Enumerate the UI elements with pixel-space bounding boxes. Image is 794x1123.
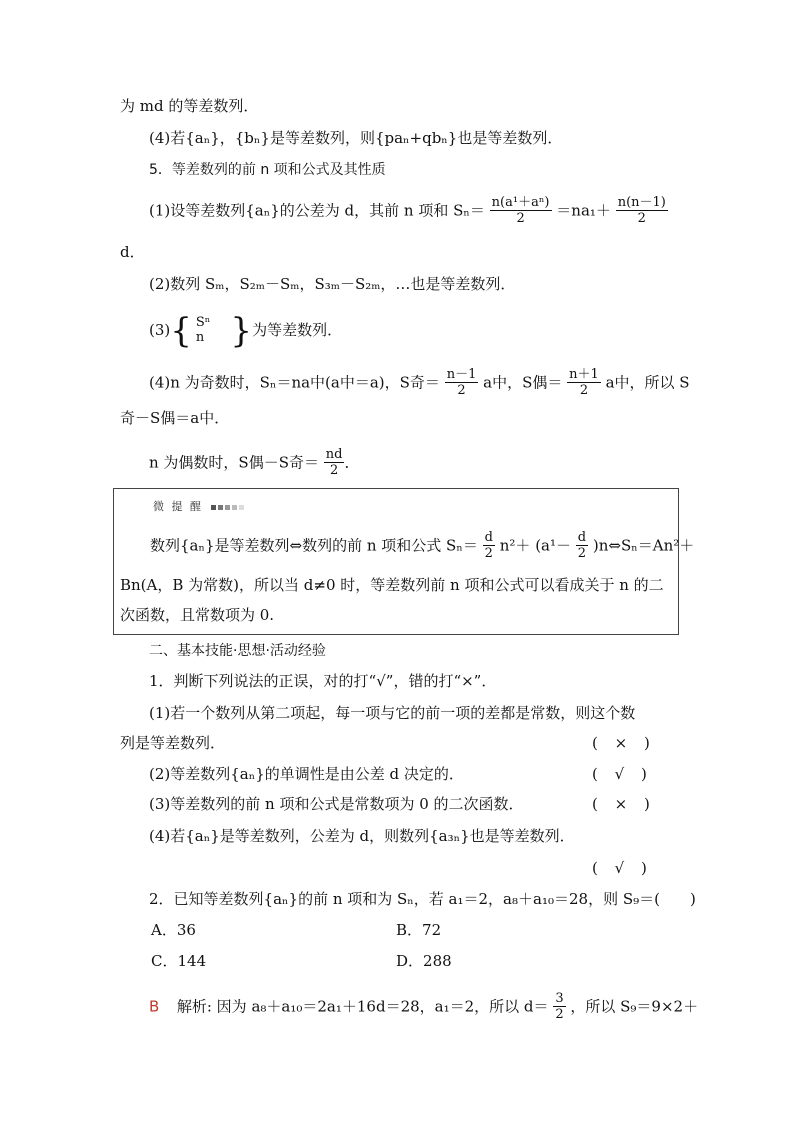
denominator: 2 [490, 210, 552, 226]
option-a: A．36 [151, 921, 196, 939]
text: (4)n 为奇数时，Sₙ＝na中(a中＝a)，S奇＝ [149, 373, 440, 392]
text: a中，所以 S [605, 373, 690, 392]
judge-mark: ( × ) [592, 795, 656, 813]
tip-title-text: 微 提 醒 [153, 500, 203, 513]
option-d: D．288 [396, 952, 452, 970]
denominator: 2 [555, 1007, 564, 1022]
text-line: (4)若{aₙ}是等差数列，公差为 d，则数列{a₃ₙ}也是等差数列． [149, 827, 575, 845]
text: ． [344, 453, 360, 472]
text: (3) [149, 321, 171, 339]
denominator: 2 [616, 210, 668, 226]
answer-line [149, 992, 698, 1023]
tip-title [153, 498, 244, 514]
option-c: C．144 [151, 952, 207, 970]
question: 2．已知等差数列{aₙ}的前 n 项和为 Sₙ，若 a₁＝2，a₈＋a₁₀＝28，则 S₉＝( ) [149, 890, 696, 908]
square-icon [225, 505, 230, 510]
fraction [567, 367, 601, 398]
formula-line [149, 196, 668, 227]
fraction [576, 530, 588, 561]
option-b: B．72 [396, 921, 442, 939]
fraction [324, 447, 345, 478]
text: ，所以 S₉＝9×2＋ [570, 997, 699, 1016]
square-icon [232, 505, 237, 510]
question: 1．判断下列说法的正误，对的打“√”，错的打“×”． [149, 672, 497, 690]
left-brace-icon: { [170, 311, 192, 351]
judge-mark: ( √ ) [592, 859, 653, 877]
text-line: (3)等差数列的前 n 项和公式是常数项为 0 的二次函数． [149, 795, 524, 813]
text: 为等差数列． [252, 321, 343, 339]
text: a中，S偶＝ [483, 373, 563, 392]
numerator: n＋1 [569, 367, 599, 382]
square-icon [218, 505, 223, 510]
text-line: (1)若一个数列从第二项起，每一项与它的前一项的差都是常数，则这个数 [149, 704, 636, 722]
section-heading: 二、基本技能·思想·活动经验 [149, 643, 326, 659]
text: n²＋ [499, 536, 531, 555]
answer-letter: B [149, 997, 160, 1016]
fraction [445, 367, 479, 398]
text-line: 为 md 的等差数列． [120, 97, 259, 115]
judge-mark: ( × ) [592, 734, 656, 752]
fraction [553, 991, 565, 1022]
denominator: n [195, 330, 205, 345]
numerator: d [484, 530, 493, 545]
right-brace-icon: } [230, 311, 253, 351]
text: (a¹－ [535, 536, 571, 555]
numerator: n－1 [446, 367, 477, 382]
text-line: (2)数列 Sₘ，S₂ₘ－Sₘ，S₃ₘ－S₂ₘ，…也是等差数列． [149, 275, 516, 293]
numerator: Sⁿ [195, 315, 211, 330]
text: )n⇔Sₙ＝An²＋ [592, 536, 695, 555]
formula-line [149, 311, 343, 351]
denominator: 2 [483, 545, 495, 561]
text-line: 奇－S偶＝a中． [120, 409, 230, 427]
text-line: d． [120, 243, 145, 261]
text-line: Bn(A，B 为常数)，所以当 d≠0 时，等差数列前 n 项和公式可以看成关于 n 的二 [120, 576, 664, 594]
fraction [483, 530, 495, 561]
text-line: 列是等差数列． [120, 734, 226, 752]
judge-mark: ( √ ) [592, 765, 653, 783]
formula-line [150, 531, 694, 562]
denominator: 2 [567, 382, 601, 398]
fraction [192, 315, 213, 345]
text-line: (2)等差数列{aₙ}的单调性是由公差 d 决定的． [149, 765, 464, 783]
denominator: 2 [576, 545, 588, 561]
text: (1)设等差数列{aₙ}的公差为 d，其前 n 项和 Sₙ＝ [149, 201, 485, 220]
text: n 为偶数时，S偶－S奇＝ [149, 453, 319, 472]
numerator: n(n－1) [617, 195, 666, 210]
numerator: d [577, 530, 587, 545]
numerator: 3 [555, 991, 564, 1006]
square-icon [239, 505, 244, 510]
tip-box [113, 488, 695, 635]
fraction [490, 195, 552, 226]
text-line: 次函数，且常数项为 0. [120, 606, 275, 624]
text: 数列{aₙ}是等差数列⇔数列的前 n 项和公式 Sₙ＝ [150, 536, 478, 555]
section-heading: 5．等差数列的前 n 项和公式及其性质 [149, 162, 386, 178]
numerator: n(a¹＋aⁿ) [491, 195, 550, 210]
text: ＝na₁＋ [556, 201, 611, 220]
text-line: (4)若{aₙ}，{bₙ}是等差数列，则{paₙ+qbₙ}也是等差数列． [149, 129, 563, 147]
formula-line [149, 368, 690, 399]
numerator: nd [325, 447, 343, 462]
square-icon [211, 505, 216, 510]
denominator: 2 [324, 462, 345, 478]
denominator: 2 [445, 382, 479, 398]
text: 解析: 因为 a₈＋a₁₀＝2a₁＋16d＝28，a₁＝2，所以 d＝ [176, 997, 549, 1016]
formula-line [149, 448, 359, 479]
fraction [616, 195, 668, 226]
